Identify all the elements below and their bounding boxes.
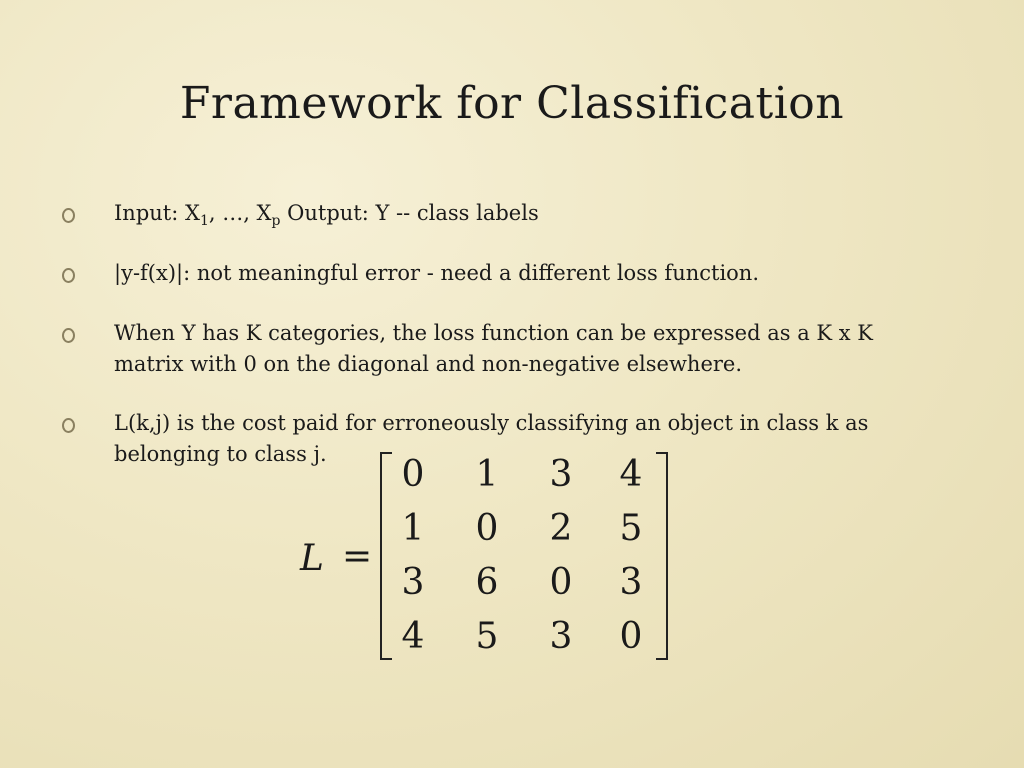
right-bracket [656, 452, 668, 660]
matrix-cell: 2 [549, 508, 573, 549]
matrix-cell: 1 [475, 454, 499, 495]
matrix-cell: 3 [401, 562, 425, 603]
matrix-cell: 4 [401, 616, 425, 657]
matrix-cell: 0 [475, 508, 499, 549]
matrix-cell: 6 [475, 562, 499, 603]
matrix-cell: 0 [401, 454, 425, 495]
matrix-cell: 5 [475, 616, 499, 657]
slide-title: Framework for Classification [179, 78, 845, 129]
bullet-circle-icon [62, 208, 75, 223]
matrix-cell: 0 [619, 616, 643, 657]
bullet-circle-icon [62, 328, 75, 343]
matrix-cell: 3 [619, 562, 643, 603]
equals-sign: = [342, 536, 373, 577]
bullet-item [62, 198, 539, 237]
bullet-text: L(k,j) is the cost paid for erroneously classifying an object in class k as belonging to class j. [114, 411, 869, 466]
matrix-symbol: L [300, 538, 324, 579]
matrix-cell: 5 [619, 508, 643, 549]
bullet-text: Input: $X_1$, …, $X_p$ Output: Y -- class labels [114, 201, 539, 230]
matrix-cell: 3 [549, 454, 573, 495]
loss-matrix [300, 450, 680, 660]
bullet-text: |y-f(x)|: not meaningful error - need a different loss function. [114, 261, 760, 285]
bullet-circle-icon [62, 418, 75, 433]
matrix-cell: 4 [619, 454, 643, 495]
bullet-item [62, 318, 942, 380]
matrix-cell: 1 [401, 508, 425, 549]
matrix-cell: 0 [549, 562, 573, 603]
bullet-circle-icon [62, 268, 75, 283]
matrix-cell: 3 [549, 616, 573, 657]
bullet-item [62, 258, 759, 289]
bullet-text: When Y has K categories, the loss function can be expressed as a K x K matrix with 0 on the diagonal and non-negative elsewhere. [114, 321, 873, 376]
